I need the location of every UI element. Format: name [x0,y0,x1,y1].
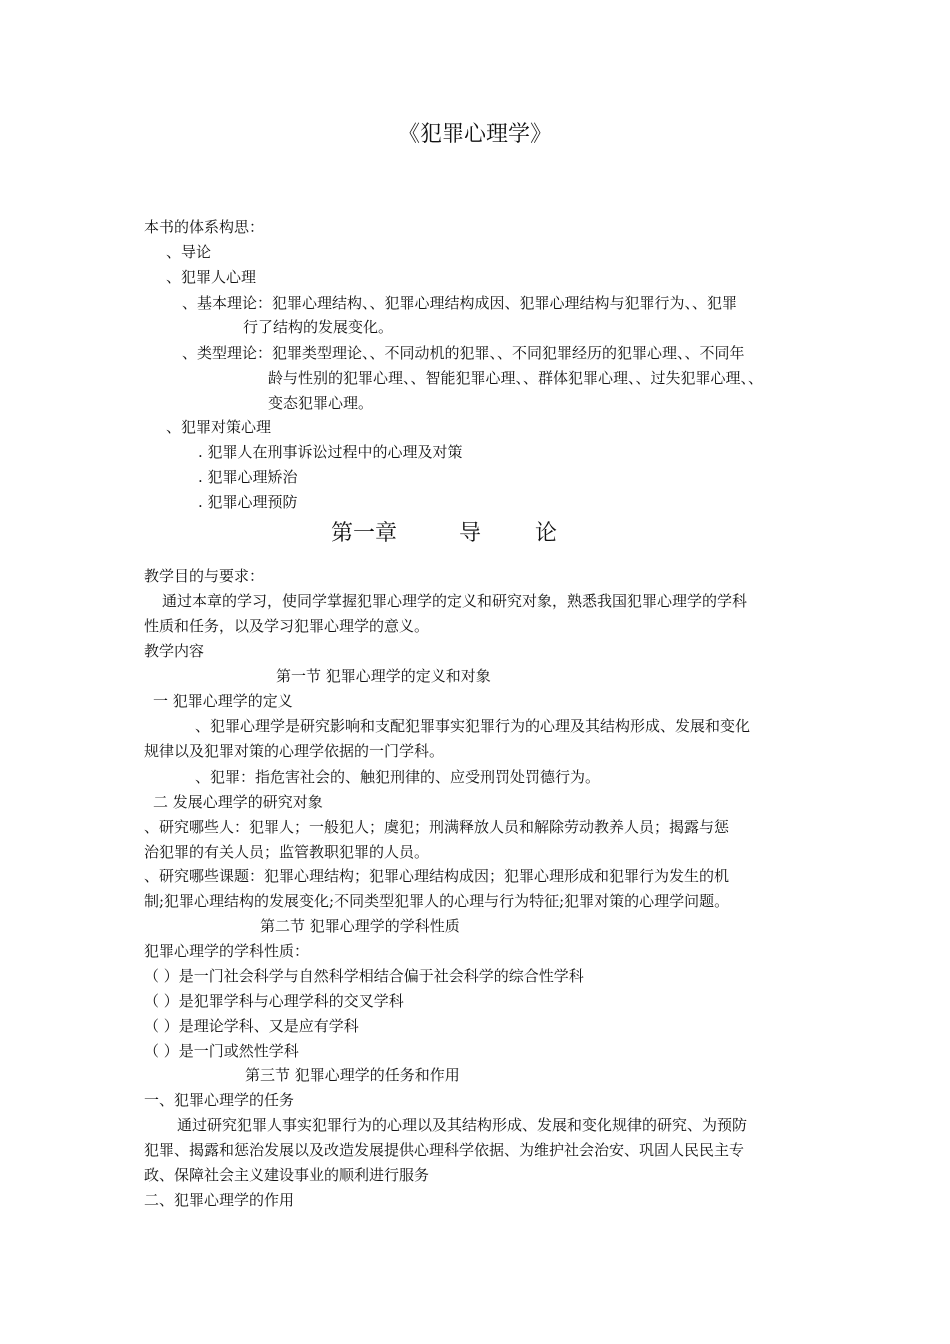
outline-item-3-3: . 犯罪心理预防 [198,493,298,511]
section-2-title: 第二节 犯罪心理学的学科性质 [260,917,460,935]
section-2-item-2: （ ）是犯罪学科与心理学科的交叉学科 [144,992,404,1010]
content-label: 教学内容 [144,642,205,660]
outline-item-2b-line2: 龄与性别的犯罪心理、、智能犯罪心理、、群体犯罪心理、、过失犯罪心理、、 [268,369,764,387]
section-3-paragraph-line3: 政、保障社会主义建设事业的顺利进行服务 [144,1166,430,1184]
outline-item-2a-line1: 、基本理论：犯罪心理结构、、犯罪心理结构成因、犯罪心理结构与犯罪行为、、犯罪 [182,294,738,312]
section-1-paragraph-3-line2: 治犯罪的有关人员；监管教职犯罪的人员。 [144,843,430,861]
aims-paragraph-line1: 通过本章的学习，使同学掌握犯罪心理学的定义和研究对象，熟悉我国犯罪心理学的学科 [162,592,748,610]
section-2-item-3: （ ）是理论学科、又是应有学科 [144,1017,359,1035]
chapter-title-char-2: 论 [535,521,558,546]
section-1-heading-2: 二 发展心理学的研究对象 [153,793,323,811]
chapter-title-char-1: 导 [459,521,482,546]
outline-item-2: 、犯罪人心理 [166,268,257,286]
outline-item-1: 、导论 [166,243,212,261]
section-1-heading-1: 一 犯罪心理学的定义 [153,692,293,710]
outline-item-3: 、犯罪对策心理 [166,418,272,436]
section-1-paragraph-3-line1: 、研究哪些人：犯罪人；一般犯人；虞犯；刑满释放人员和解除劳动教养人员；揭露与惩 [144,818,730,836]
aims-paragraph-line2: 性质和任务，以及学习犯罪心理学的意义。 [144,617,430,635]
outline-item-3-2: . 犯罪心理矫治 [198,468,298,486]
chapter-number: 第一章 [331,521,398,546]
outline-intro: 本书的体系构思： [144,218,265,236]
document-title: 《犯罪心理学》 [397,122,552,147]
section-3-paragraph-line1: 通过研究犯罪人事实犯罪行为的心理以及其结构形成、发展和变化规律的研究、为预防 [177,1116,748,1134]
outline-item-3-1: . 犯罪人在刑事诉讼过程中的心理及对策 [198,443,463,461]
section-2-label: 犯罪心理学的学科性质： [144,942,310,960]
section-1-paragraph-4-line1: 、研究哪些课题：犯罪心理结构；犯罪心理结构成因；犯罪心理形成和犯罪行为发生的机 [144,867,730,885]
outline-item-2a-line2: 行了结构的发展变化。 [243,318,394,336]
aims-label: 教学目的与要求： [144,567,265,585]
outline-item-2b-line3: 变态犯罪心理。 [268,394,374,412]
section-1-paragraph-1-line2: 规律以及犯罪对策的心理学依据的一门学科。 [144,742,445,760]
section-2-item-1: （ ）是一门社会科学与自然科学相结合偏于社会科学的综合性学科 [144,967,584,985]
section-1-paragraph-4-line2: 制;犯罪心理结构的发展变化;不同类型犯罪人的心理与行为特征;犯罪对策的心理学问题。 [144,892,730,910]
section-1-paragraph-1-line1: 、犯罪心理学是研究影响和支配犯罪事实犯罪行为的心理及其结构形成、发展和变化 [195,717,751,735]
chapter-heading [331,519,557,549]
section-3-paragraph-line2: 犯罪、揭露和惩治发展以及改造发展提供心理科学依据、为维护社会治安、巩固人民民主专 [144,1141,745,1159]
section-3-heading-2: 二、犯罪心理学的作用 [144,1191,295,1209]
section-1-title: 第一节 犯罪心理学的定义和对象 [276,667,491,685]
section-3-title: 第三节 犯罪心理学的任务和作用 [245,1066,460,1084]
section-3-heading-1: 一、犯罪心理学的任务 [144,1091,295,1109]
section-1-paragraph-2: 、犯罪：指危害社会的、触犯刑律的、应受刑罚处罚德行为。 [195,768,601,786]
outline-item-2b-line1: 、类型理论：犯罪类型理论、、不同动机的犯罪、、不同犯罪经历的犯罪心理、、不同年 [182,344,745,362]
section-2-item-4: （ ）是一门或然性学科 [144,1042,299,1060]
